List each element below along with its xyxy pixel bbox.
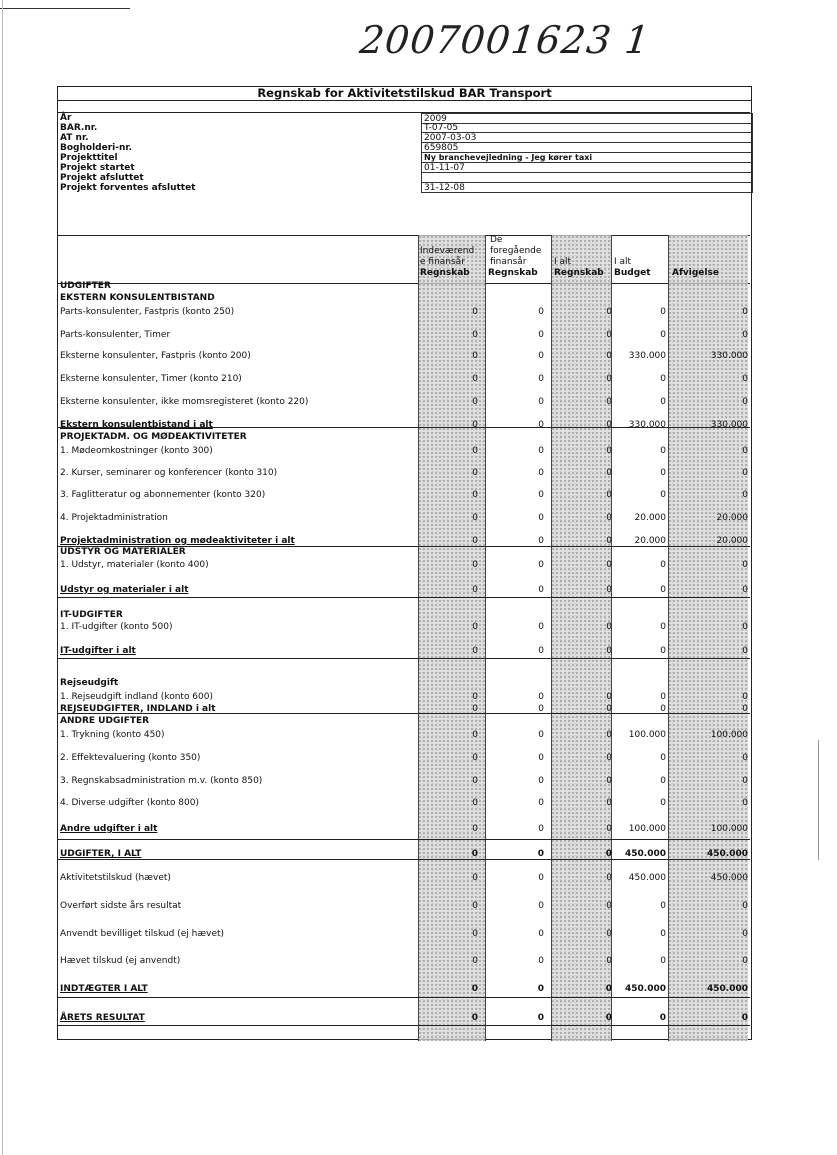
col-header-total-line2: I alt [554,257,572,267]
row-value: 0 [538,420,544,430]
row-value: 0 [741,1013,748,1023]
row-value: 0 [606,397,612,407]
row-value: 0 [659,1013,666,1023]
row-value: 0 [538,730,544,740]
row-value: 0 [538,798,544,808]
col-header-prev-label: Regnskab [488,268,538,278]
row-value: 0 [606,307,612,317]
row-value: 0 [472,901,478,911]
row-value: 0 [660,692,666,702]
row-value: 0 [472,753,478,763]
row-value: 20.000 [716,513,748,523]
row-value: 0 [538,307,544,317]
info-key: Projekt startet [60,163,135,173]
row-value: 0 [538,956,544,966]
handwritten-number: 2007001623 1 [357,18,653,62]
row-value: 0 [472,622,478,632]
row-value: 0 [660,374,666,384]
row-value: 0 [537,1013,544,1023]
header-bottom-rule [58,283,750,284]
row-value: 0 [606,901,612,911]
info-key: AT nr. [60,133,89,143]
row-value: 0 [742,692,748,702]
row-value: 0 [605,984,612,994]
row-value: 0 [660,753,666,763]
row-value: 0 [606,798,612,808]
row-value: 0 [742,397,748,407]
row-value: 0 [606,513,612,523]
row-value: 0 [742,446,748,456]
info-value: Ny branchevejledning - Jeg kører taxi [421,153,753,163]
row-label: ANDRE UDGIFTER [60,716,150,726]
col-header-prev-line2: finansår [490,257,527,267]
row-value: 0 [538,901,544,911]
row-value: 0 [472,929,478,939]
row-separator-rule [58,597,750,598]
row-value: 0 [472,468,478,478]
row-value: 450.000 [625,849,666,859]
row-value: 0 [538,776,544,786]
row-value: 330.000 [710,351,748,361]
row-value: 100.000 [628,824,666,834]
info-key: BAR.nr. [60,123,98,133]
row-label: 2. Kurser, seminarer og konferencer (konto 310) [60,468,278,478]
row-label: Parts-konsulenter, Timer [60,330,171,340]
row-value: 0 [472,824,478,834]
row-value: 0 [472,397,478,407]
info-key: Bogholderi-nr. [60,143,132,153]
row-value: 0 [660,446,666,456]
row-value: 0 [538,824,544,834]
row-value: 0 [538,468,544,478]
row-value: 20.000 [716,536,748,546]
row-value: 450.000 [625,984,666,994]
row-value: 0 [660,798,666,808]
info-value: 2009 [421,113,753,124]
row-value: 0 [606,446,612,456]
info-value: 659805 [421,143,753,153]
row-value: 0 [538,513,544,523]
row-value: 0 [472,307,478,317]
row-separator-rule [58,859,750,860]
row-value: 0 [538,929,544,939]
row-label: Overført sidste års resultat [60,901,182,911]
col-header-current-line2: e finansår [420,257,465,267]
row-value: 0 [538,351,544,361]
row-value: 0 [472,536,478,546]
info-value: 01-11-07 [421,163,753,173]
row-value: 0 [471,984,478,994]
row-label: 4. Projektadministration [60,513,168,523]
row-label: Eksterne konsulenter, ikke momsregisteret (konto 220) [60,397,309,407]
row-value: 0 [538,585,544,595]
row-value: 0 [660,307,666,317]
row-value: 0 [606,646,612,656]
row-value: 0 [606,622,612,632]
row-label: 1. Trykning (konto 450) [60,730,165,740]
row-value: 0 [606,704,612,714]
row-value: 0 [606,468,612,478]
info-row [58,133,750,143]
row-value: 0 [660,585,666,595]
info-top-rule [58,112,750,113]
row-value: 0 [606,692,612,702]
row-value: 0 [742,330,748,340]
row-value: 0 [660,397,666,407]
row-value: 0 [538,753,544,763]
row-value: 0 [742,956,748,966]
row-value: 0 [538,374,544,384]
row-label: 2. Effektevaluering (konto 350) [60,753,201,763]
row-separator-rule [58,997,750,998]
row-value: 0 [472,420,478,430]
row-value: 0 [538,397,544,407]
row-value: 0 [472,513,478,523]
row-value: 450.000 [628,873,666,883]
row-separator-rule [58,658,750,659]
row-value: 0 [606,560,612,570]
row-value: 0 [606,536,612,546]
info-row [58,163,750,173]
row-value: 0 [538,622,544,632]
row-label: Projektadministration og mødeaktiviteter i alt [60,536,295,546]
row-value: 0 [606,374,612,384]
row-value: 0 [472,798,478,808]
row-value: 0 [660,560,666,570]
row-value: 0 [606,824,612,834]
row-value: 0 [472,956,478,966]
row-value: 100.000 [710,824,748,834]
row-value: 0 [742,622,748,632]
info-row [58,183,750,193]
row-label: 3. Faglitteratur og abonnementer (konto 320) [60,490,266,500]
info-key: Projekt forventes afsluttet [60,183,196,193]
info-row [58,153,750,163]
row-label: IT-UDGIFTER [60,610,123,620]
row-value: 0 [538,646,544,656]
row-label: INDTÆGTER I ALT [60,984,148,994]
row-label: Andre udgifter i alt [60,824,158,834]
row-value: 450.000 [707,984,748,994]
info-value: 31-12-08 [421,183,753,193]
row-value: 0 [606,956,612,966]
row-value: 100.000 [628,730,666,740]
row-value: 20.000 [634,536,666,546]
row-value: 0 [605,849,612,859]
col-header-total-label: Regnskab [554,268,604,278]
row-label: Udstyr og materialer i alt [60,585,189,595]
info-value: 2007-03-03 [421,133,753,143]
row-value: 0 [660,776,666,786]
row-value: 0 [742,646,748,656]
scan-edge-line [0,8,130,9]
row-value: 0 [606,753,612,763]
row-value: 330.000 [628,351,666,361]
row-value: 0 [538,692,544,702]
row-label: Eksterne konsulenter, Timer (konto 210) [60,374,242,384]
row-value: 0 [538,490,544,500]
row-label: REJSEUDGIFTER, INDLAND i alt [60,704,216,714]
row-label: 3. Regnskabsadministration m.v. (konto 850) [60,776,263,786]
row-value: 0 [538,873,544,883]
row-value: 0 [538,536,544,546]
row-value: 0 [742,753,748,763]
row-value: 450.000 [710,873,748,883]
row-label: Anvendt bevilliget tilskud (ej hævet) [60,929,225,939]
info-value: T-07-05 [421,123,753,133]
row-value: 0 [606,490,612,500]
row-value: 0 [742,468,748,478]
row-separator-rule [58,1025,750,1026]
col-header-prev-line0: De [490,235,503,245]
info-key: Projekt afsluttet [60,173,144,183]
row-value: 0 [606,585,612,595]
row-value: 0 [472,446,478,456]
col-header-deviation-label: Afvigelse [672,268,719,278]
row-value: 0 [537,984,544,994]
row-value: 0 [742,776,748,786]
row-value: 0 [472,560,478,570]
col-header-current-label: Regnskab [420,268,470,278]
row-label: Hævet tilskud (ej anvendt) [60,956,181,966]
row-label: 4. Diverse udgifter (konto 800) [60,798,199,808]
row-value: 0 [538,704,544,714]
row-value: 0 [472,776,478,786]
row-value: 0 [660,622,666,632]
row-value: 0 [471,1013,478,1023]
info-row [58,123,750,133]
row-value: 0 [660,704,666,714]
row-value: 0 [660,929,666,939]
row-label: UDGIFTER [60,281,111,291]
accounting-sheet [57,86,752,1040]
row-value: 0 [537,849,544,859]
row-label: Aktivitetstilskud (hævet) [60,873,171,883]
col-header-current-line1: Indeværend [420,246,475,256]
row-label: UDGIFTER, I ALT [60,849,142,859]
row-label: 1. Rejseudgift indland (konto 600) [60,692,213,702]
row-value: 0 [742,374,748,384]
row-value: 0 [538,330,544,340]
row-value: 0 [660,956,666,966]
info-row [58,173,750,183]
row-label: UDSTYR OG MATERIALER [60,547,186,557]
row-value: 0 [660,901,666,911]
col-header-budget-line2: I alt [614,257,632,267]
scan-left-border [2,0,3,1155]
row-value: 0 [472,692,478,702]
info-row [58,113,750,123]
row-value: 0 [472,351,478,361]
row-value: 0 [742,901,748,911]
row-value: 0 [472,873,478,883]
row-label: Ekstern konsulentbistand i alt [60,420,213,430]
row-label: Parts-konsulenter, Fastpris (konto 250) [60,307,235,317]
row-value: 0 [660,468,666,478]
row-value: 0 [742,704,748,714]
row-value: 0 [472,374,478,384]
row-value: 0 [606,420,612,430]
row-value: 0 [472,330,478,340]
row-value: 0 [742,307,748,317]
info-value [421,173,753,183]
row-value: 0 [660,490,666,500]
sheet-title: Regnskab for Aktivitetstilskud BAR Transport [58,87,751,101]
row-value: 0 [605,1013,612,1023]
row-value: 0 [472,585,478,595]
info-key: År [60,113,72,123]
table-column-line [668,235,669,1041]
row-value: 0 [606,330,612,340]
row-label: 1. Udstyr, materialer (konto 400) [60,560,209,570]
row-value: 0 [472,490,478,500]
row-label: 1. IT-udgifter (konto 500) [60,622,173,632]
row-value: 20.000 [634,513,666,523]
row-value: 0 [742,490,748,500]
row-value: 0 [742,798,748,808]
row-value: 0 [606,873,612,883]
row-value: 0 [742,929,748,939]
row-label: PROJEKTADM. OG MØDEAKTIVITETER [60,432,247,442]
row-value: 0 [472,704,478,714]
row-value: 330.000 [710,420,748,430]
row-label: EKSTERN KONSULENTBISTAND [60,293,215,303]
row-value: 0 [606,730,612,740]
row-label: Eksterne konsulenter, Fastpris (konto 200) [60,351,251,361]
row-value: 0 [606,351,612,361]
row-value: 330.000 [628,420,666,430]
row-value: 0 [472,646,478,656]
row-label: ÅRETS RESULTAT [60,1013,145,1023]
col-header-budget-label: Budget [614,268,651,278]
row-value: 0 [742,560,748,570]
row-value: 0 [472,730,478,740]
scan-speck [818,740,819,860]
row-value: 0 [606,776,612,786]
row-label: 1. Mødeomkostninger (konto 300) [60,446,213,456]
row-value: 0 [538,560,544,570]
row-label: Rejseudgift [60,678,119,688]
row-value: 0 [742,585,748,595]
info-key: Projekttitel [60,153,118,163]
row-label: IT-udgifter i alt [60,646,136,656]
row-value: 0 [538,446,544,456]
row-value: 0 [471,849,478,859]
row-value: 0 [660,330,666,340]
row-value: 450.000 [707,849,748,859]
row-separator-rule [58,839,750,840]
row-value: 0 [660,646,666,656]
info-row [58,143,750,153]
row-value: 100.000 [710,730,748,740]
header-top-rule [58,235,750,236]
col-header-prev-line1: foregående [490,246,542,256]
row-value: 0 [606,929,612,939]
